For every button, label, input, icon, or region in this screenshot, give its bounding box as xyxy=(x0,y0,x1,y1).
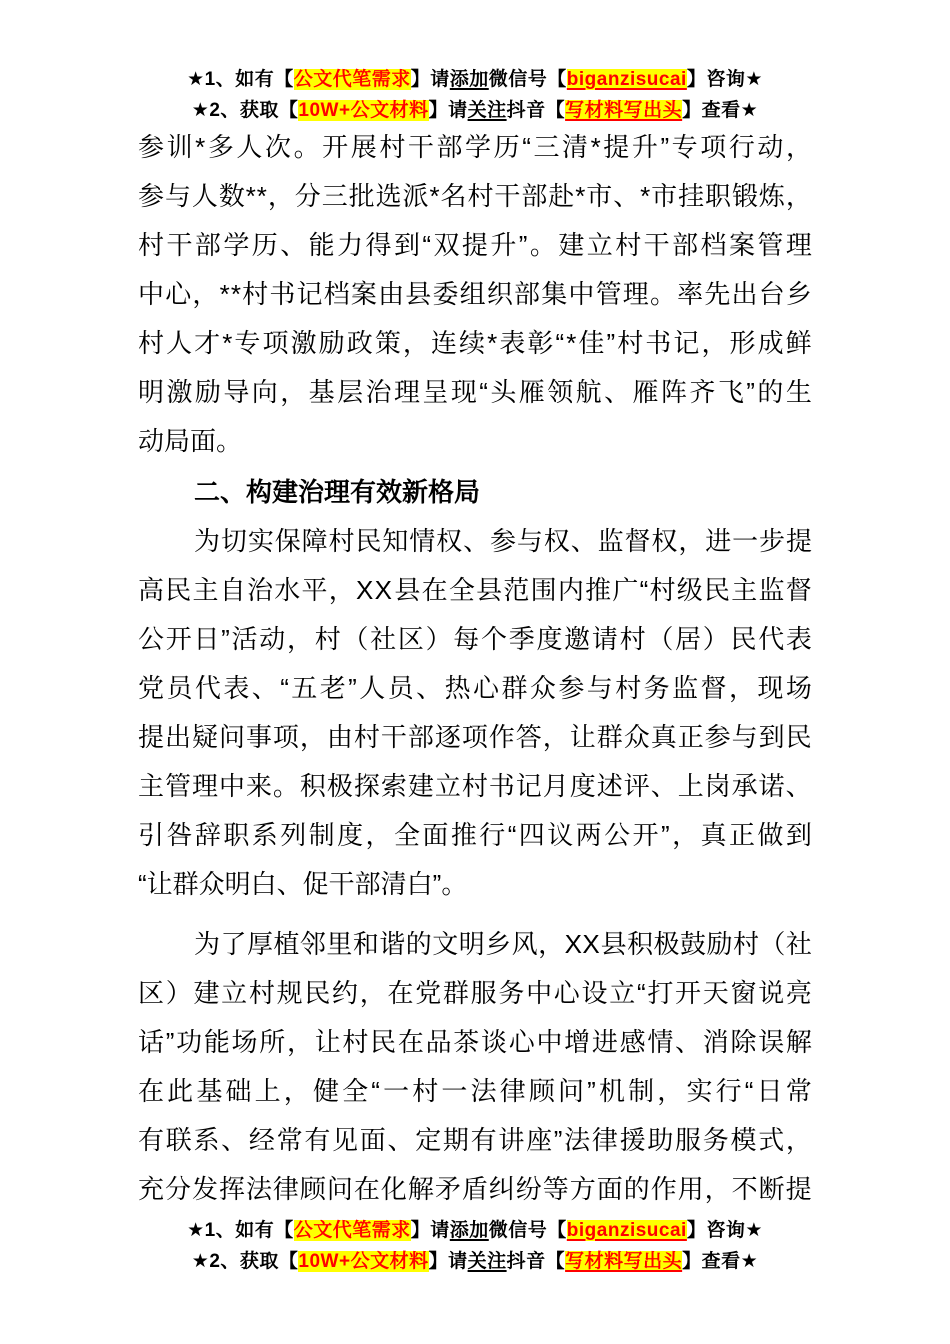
promo-text: 抖音【 xyxy=(506,100,566,121)
promo-action-add: 添加 xyxy=(449,69,489,90)
promo-line xyxy=(0,1246,950,1277)
promo-wechat-id: biganzisucai xyxy=(566,1220,687,1241)
promo-text: 】查看★ xyxy=(682,100,759,121)
promo-text: ★2、获取【 xyxy=(191,1251,299,1272)
document-line: 党 员 代 表 、 “ 五 老 ” 人 员 、 热 心 群 众 参 与 村 务 监 督 ， 现 场 xyxy=(138,673,812,703)
promo-wechat-id: biganzisucai xyxy=(566,69,687,90)
promo-line xyxy=(0,64,950,95)
promo-action-follow: 关注 xyxy=(467,1251,507,1272)
document-line: 动局面。 xyxy=(138,426,243,456)
document-line: 高 民 主 自 治 水 平 ， X X 县 在 全 县 范 围 内 推 广 “ 村 级 民 主 监 督 xyxy=(138,575,812,605)
promo-service-highlight: 公文代笔需求 xyxy=(293,1220,411,1241)
promo-douyin-name: 写材料写出头 xyxy=(565,1251,683,1272)
promo-action-follow: 关注 xyxy=(467,100,507,121)
document-line: 村 人 才 * 专 项 激 励 政 策 ， 连 续 * 表 彰 “ * 佳 ” 村 书 记 ， 形 成 鲜 xyxy=(138,328,812,358)
promo-text: 】咨询★ xyxy=(686,1220,763,1241)
promo-text: 微信号【 xyxy=(488,1220,567,1241)
promo-text: 抖音【 xyxy=(506,1251,566,1272)
document-line: 村 干 部 学 历 、 能 力 得 到 “ 双 提 升 ” 。 建 立 村 干 部 档 案 管 理 xyxy=(138,230,812,260)
document-line: 参 与 人 数 * * ， 分 三 批 选 派 * 名 村 干 部 赴 * 市 、 * 市 挂 职 锻 炼 ， xyxy=(138,181,812,211)
document-line: 参 训 * 多 人 次 。 开 展 村 干 部 学 历 “ 三 清 * 提 升 ” 专 项 行 动 ， xyxy=(138,132,812,162)
paragraph xyxy=(138,920,812,1214)
promo-banner-top xyxy=(0,64,950,126)
document-line: 有 联 系 、 经 常 有 见 面 、 定 期 有 讲 座 ” 法 律 援 助 服 务 模 式 ， xyxy=(138,1125,812,1155)
promo-text: 】请 xyxy=(428,100,468,121)
promo-material-highlight: 10W+公文材料 xyxy=(298,100,429,121)
document-line: “让群众明白、促干部清白”。 xyxy=(138,869,468,899)
promo-text: 】咨询★ xyxy=(686,69,763,90)
paragraph xyxy=(138,123,812,466)
promo-text: 】请 xyxy=(410,1220,450,1241)
document-line: 话 ” 功 能 场 所 ， 让 村 民 在 品 茶 谈 心 中 增 进 感 情 、 消 除 误 解 xyxy=(138,1027,812,1057)
document-line: 中 心 ， * * 村 书 记 档 案 由 县 委 组 织 部 集 中 管 理 。 率 先 出 台 乡 xyxy=(138,279,812,309)
document-line: 明 激 励 导 向 ， 基 层 治 理 呈 现 “ 头 雁 领 航 、 雁 阵 齐 飞 ” 的 生 xyxy=(138,377,812,407)
promo-text: 】查看★ xyxy=(682,1251,759,1272)
document-line: 提 出 疑 问 事 项 ， 由 村 干 部 逐 项 作 答 ， 让 群 众 真 正 参 与 到 民 xyxy=(138,722,812,752)
document-line: 区 ） 建 立 村 规 民 约 ， 在 党 群 服 务 中 心 设 立 “ 打 开 天 窗 说 亮 xyxy=(138,978,812,1008)
paragraph xyxy=(138,517,812,909)
promo-action-add: 添加 xyxy=(449,1220,489,1241)
promo-service-highlight: 公文代笔需求 xyxy=(293,69,411,90)
document-line: 为 了 厚 植 邻 里 和 谐 的 文 明 乡 风 ， X X 县 积 极 鼓 励 村 （ 社 xyxy=(194,929,812,959)
promo-text: 】请 xyxy=(410,69,450,90)
promo-text: 】请 xyxy=(428,1251,468,1272)
promo-line xyxy=(0,95,950,126)
document-line: 引 咎 辞 职 系 列 制 度 ， 全 面 推 行 “ 四 议 两 公 开 ” ， 真 正 做 到 xyxy=(138,820,812,850)
promo-material-highlight: 10W+公文材料 xyxy=(298,1251,429,1272)
promo-line xyxy=(0,1215,950,1246)
promo-banner-bottom xyxy=(0,1215,950,1277)
promo-text: ★1、如有【 xyxy=(187,1220,294,1241)
promo-text: ★2、获取【 xyxy=(191,100,299,121)
promo-text: ★1、如有【 xyxy=(187,69,294,90)
section-heading: 二、构建治理有效新格局 xyxy=(194,477,481,507)
document-line: 为 切 实 保 障 村 民 知 情 权 、 参 与 权 、 监 督 权 ， 进 一 步 提 xyxy=(194,526,812,556)
document-line: 在 此 基 础 上 ， 健 全 “ 一 村 一 法 律 顾 问 ” 机 制 ， 实 行 “ 日 常 xyxy=(138,1076,812,1106)
document-body xyxy=(138,123,812,1214)
document-line: 充 分 发 挥 法 律 顾 问 在 化 解 矛 盾 纠 纷 等 方 面 的 作 用 ， 不 断 提 xyxy=(138,1174,812,1204)
promo-douyin-name: 写材料写出头 xyxy=(565,100,683,121)
document-line: 公 开 日 ” 活 动 ， 村 （ 社 区 ） 每 个 季 度 邀 请 村 （ 居 ） 民 代 表 xyxy=(138,624,812,654)
promo-text: 微信号【 xyxy=(488,69,567,90)
document-line: 主 管 理 中 来 。 积 极 探 索 建 立 村 书 记 月 度 述 评 、 上 岗 承 诺 、 xyxy=(138,771,812,801)
